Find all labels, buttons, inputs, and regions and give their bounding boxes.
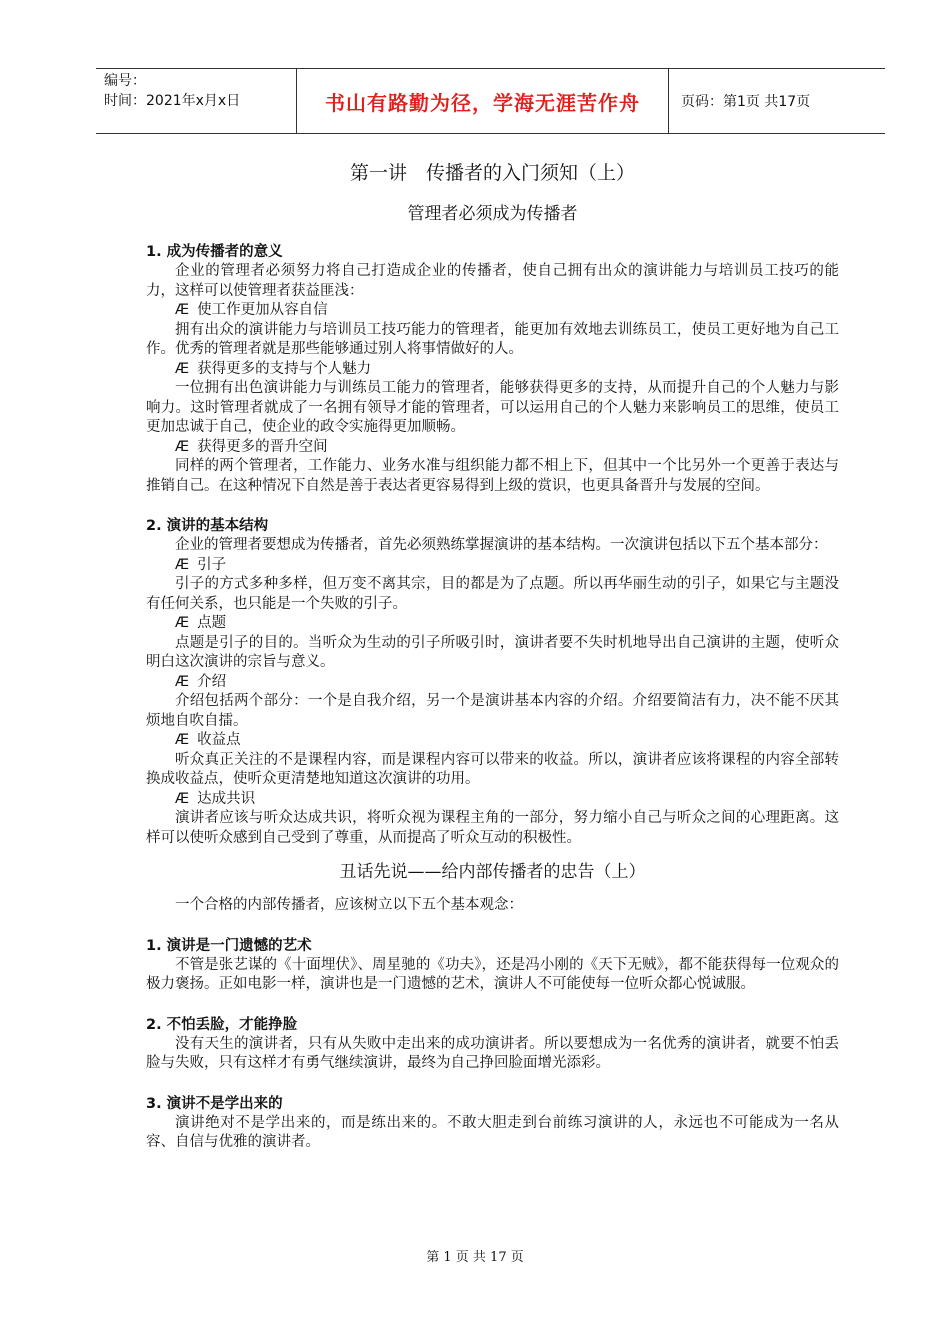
paragraph: 引子的方式多种多样，但万变不离其宗，目的都是为了点题。所以再华丽生动的引子，如果它与主题没有任何关系，也只能是一个失败的引子。 xyxy=(146,576,839,612)
advice-2 xyxy=(146,1015,839,1074)
bullet-text: 达成共识 xyxy=(197,790,256,807)
section-1 xyxy=(146,242,839,496)
advice-1-title: 1. 演讲是一门遗憾的艺术 xyxy=(146,937,312,954)
paragraph: 拥有出众的演讲能力与培训员工技巧能力的管理者，能更加有效地去训练员工，使员工更好地为自己工作。优秀的管理者就是那些能够通过别人将事情做好的人。 xyxy=(146,321,839,357)
paragraph: 同样的两个管理者，工作能力、业务水准与组织能力都不相上下，但其中一个比另外一个更善于表达与推销自己。在这种情况下自然是善于表达者更容易得到上级的赏识，也更具备晋升与发展的空间。 xyxy=(146,458,839,494)
part-2-intro: 一个合格的内部传播者，应该树立以下五个基本观念： xyxy=(175,897,523,913)
bullet-item xyxy=(146,360,839,380)
advice-2-title: 2. 不怕丢脸，才能挣脸 xyxy=(146,1016,298,1033)
page-footer: 第 1 页 共 17 页 xyxy=(426,1250,524,1265)
motto-text: 书山有路勤为径，学海无涯苦作舟 xyxy=(325,90,640,115)
paragraph: 点题是引子的目的。当听众为生动的引子所吸引时，演讲者要不失时机地导出自己演讲的主题，使听众明白这次演讲的宗旨与意义。 xyxy=(146,634,839,670)
bullet-mark: Æ xyxy=(175,556,190,573)
bullet-mark: Æ xyxy=(175,790,190,807)
time-label: 时间：2021年x月x日 xyxy=(104,93,241,109)
header-meta xyxy=(96,69,296,133)
number-label: 编号： xyxy=(104,73,146,89)
paragraph: 没有天生的演讲者，只有从失败中走出来的成功演讲者。所以要想成为一名优秀的演讲者，就要不怕丢脸与失败，只有这样才有勇气继续演讲，最终为自己挣回脸面增光添彩。 xyxy=(146,1035,839,1071)
paragraph: 听众真正关注的不是课程内容，而是课程内容可以带来的收益。所以，演讲者应该将课程的内容全部转换成收益点，使听众更清楚地知道这次演讲的功用。 xyxy=(146,751,839,787)
bullet-mark: Æ xyxy=(175,673,190,690)
section-1-intro: 企业的管理者必须努力将自己打造成企业的传播者，使自己拥有出众的演讲能力与培训员工技巧的能力，这样可以使管理者获益匪浅： xyxy=(146,263,839,299)
bullet-item xyxy=(146,731,839,751)
page-header xyxy=(96,68,885,134)
lecture-title: 第一讲 传播者的入门须知（上） xyxy=(349,162,635,184)
header-page-cell xyxy=(669,69,885,133)
header-motto-cell xyxy=(296,69,669,133)
page-label: 页码：第1页 共17页 xyxy=(681,94,811,110)
bullet-item xyxy=(146,301,839,321)
bullet-item xyxy=(146,614,839,634)
paragraph: 演讲者应该与听众达成共识，将听众视为课程主角的一部分，努力缩小自己与听众之间的心理距离。这样可以使听众感到自己受到了尊重，从而提高了听众互动的积极性。 xyxy=(146,810,839,846)
section-2-intro: 企业的管理者要想成为传播者，首先必须熟练掌握演讲的基本结构。一次演讲包括以下五个基本部分： xyxy=(175,537,828,553)
bullet-text: 介绍 xyxy=(197,673,227,690)
bullet-mark: Æ xyxy=(175,732,190,748)
paragraph: 演讲绝对不是学出来的，而是练出来的。不敢大胆走到台前练习演讲的人，永远也不可能成为一名从容、自信与优雅的演讲者。 xyxy=(146,1114,839,1150)
section-2 xyxy=(146,516,839,848)
bullet-mark: Æ xyxy=(175,438,190,455)
bullet-text: 点题 xyxy=(197,615,227,631)
section-1-title: 1. 成为传播者的意义 xyxy=(146,244,283,260)
advice-3-title: 3. 演讲不是学出来的 xyxy=(146,1095,283,1112)
bullet-mark: Æ xyxy=(175,360,190,377)
bullet-text: 获得更多的晋升空间 xyxy=(197,438,328,455)
paragraph: 介绍包括两个部分：一个是自我介绍，另一个是演讲基本内容的介绍。介绍要简洁有力，决不能不厌其烦地自吹自擂。 xyxy=(146,693,839,729)
bullet-text: 使工作更加从容自信 xyxy=(197,302,328,318)
document-body xyxy=(146,158,839,1153)
section-2-title: 2. 演讲的基本结构 xyxy=(146,518,269,534)
advice-1 xyxy=(146,936,839,995)
bullet-item xyxy=(146,673,839,693)
paragraph: 不管是张艺谋的《十面埋伏》、周星驰的《功夫》，还是冯小刚的《天下无贼》，都不能获得每一位观众的极力褒扬。正如电影一样，演讲也是一门遗憾的艺术，演讲人不可能使每一位听众都心悦诚服。 xyxy=(146,956,839,992)
bullet-text: 收益点 xyxy=(197,732,241,748)
section-subtitle-2: 丑话先说——给内部传播者的忠告（上） xyxy=(339,862,646,882)
bullet-mark: Æ xyxy=(175,615,190,631)
bullet-item xyxy=(146,556,839,576)
bullet-text: 获得更多的支持与个人魅力 xyxy=(197,360,372,377)
paragraph: 一位拥有出色演讲能力与训练员工能力的管理者，能够获得更多的支持，从而提升自己的个人魅力与影响力。这时管理者就成了一名拥有领导才能的管理者，可以运用自己的个人魅力来影响员工的思维，使员工更加忠诚于自己，使企业的政令实施得更加顺畅。 xyxy=(146,380,839,435)
bullet-item xyxy=(146,438,839,458)
bullet-item xyxy=(146,790,839,810)
bullet-mark: Æ xyxy=(175,302,190,318)
part-2 xyxy=(146,858,839,1153)
advice-3 xyxy=(146,1094,839,1153)
bullet-text: 引子 xyxy=(197,556,227,573)
section-subtitle-1: 管理者必须成为传播者 xyxy=(407,204,578,224)
